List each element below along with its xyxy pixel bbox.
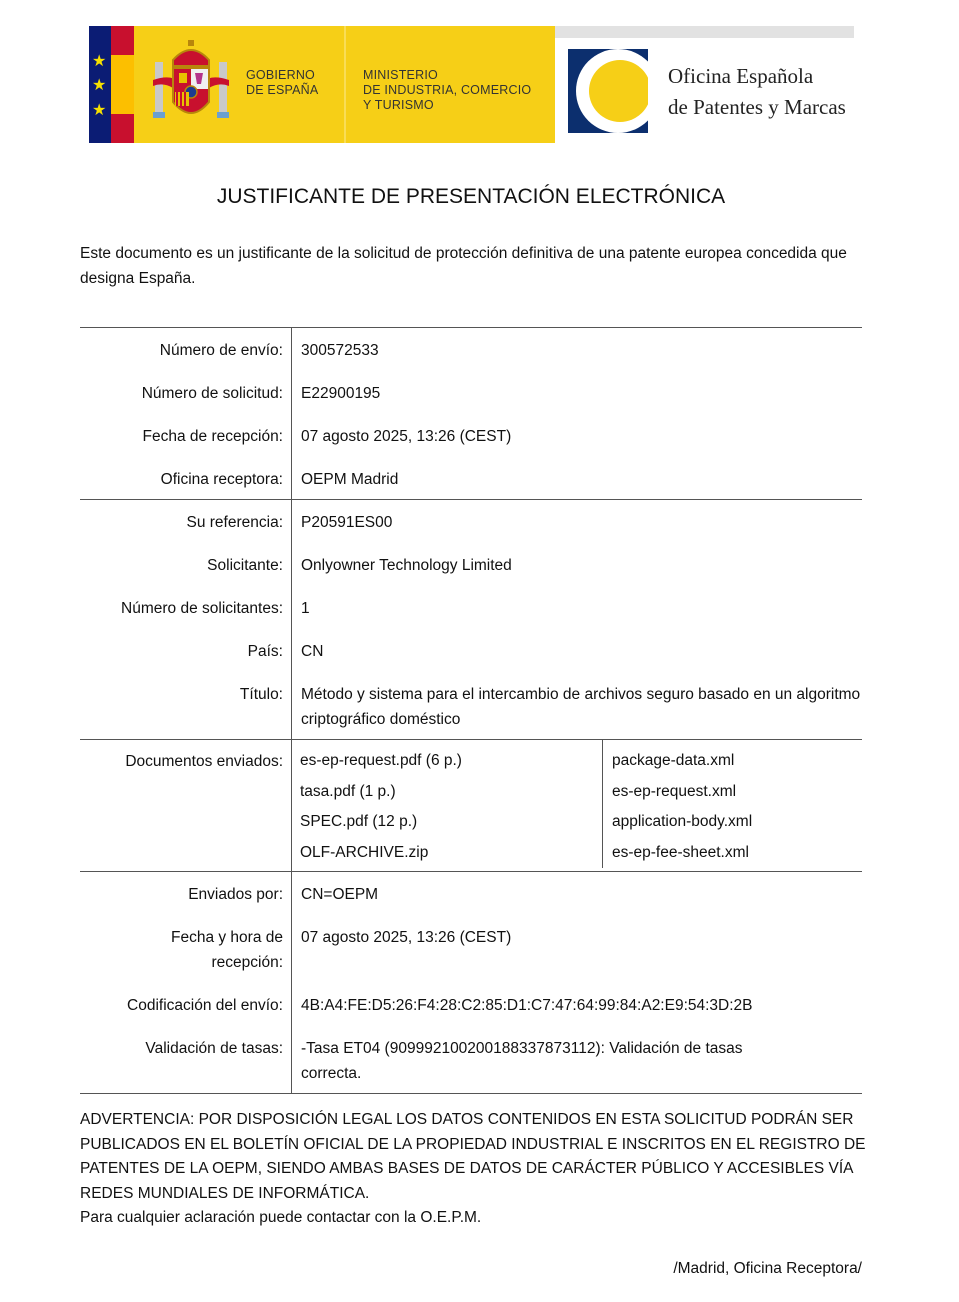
oepm-name-line-1: Oficina Española bbox=[668, 64, 814, 88]
documents-row bbox=[80, 740, 862, 868]
ministry-line-1: MINISTERIO bbox=[363, 68, 438, 82]
detail-row bbox=[80, 510, 862, 535]
field-value: Onlyowner Technology Limited bbox=[301, 557, 512, 574]
oepm-name bbox=[668, 61, 846, 123]
field-value: CN bbox=[301, 643, 324, 660]
column-divider bbox=[291, 872, 292, 1093]
field-value: Método y sistema para el intercambio de archivos seguro basado en un algoritmo criptográfico doméstico bbox=[301, 686, 861, 728]
field-value: 300572533 bbox=[301, 342, 379, 359]
oepm-top-bar bbox=[555, 26, 854, 38]
detail-row bbox=[80, 882, 862, 907]
detail-row bbox=[80, 381, 862, 406]
field-value: 07 agosto 2025, 13:26 (CEST) bbox=[301, 428, 512, 445]
section-applicant bbox=[80, 499, 862, 739]
field-value: E22900195 bbox=[301, 385, 381, 402]
oepm-name-line-2: de Patentes y Marcas bbox=[668, 95, 846, 119]
spain-flag-yellow bbox=[111, 55, 134, 114]
field-label: Número de solicitantes: bbox=[121, 600, 283, 617]
detail-row bbox=[80, 596, 862, 621]
field-label: Solicitante: bbox=[207, 557, 283, 574]
field-label: Validación de tasas: bbox=[145, 1040, 283, 1057]
field-value: 4B:A4:FE:D5:26:F4:28:C2:85:D1:C7:47:64:99:84:A2:E9:54:3D:2B bbox=[301, 997, 753, 1014]
contact-text: Para cualquier aclaración puede contactar con la O.E.P.M. bbox=[80, 1209, 482, 1226]
document-item: SPEC.pdf (12 p.) bbox=[300, 813, 418, 830]
detail-row bbox=[80, 1036, 862, 1086]
field-label: Su referencia: bbox=[186, 514, 283, 531]
document-header bbox=[89, 26, 854, 143]
coat-of-arms-icon bbox=[151, 40, 231, 126]
documents-column-2 bbox=[603, 740, 862, 868]
detail-row bbox=[80, 467, 862, 492]
star-icon: ★ bbox=[92, 77, 107, 94]
document-item: package-data.xml bbox=[612, 752, 735, 769]
gov-line-1: GOBIERNO bbox=[246, 68, 315, 82]
intro-text: Este documento es un justificante de la solicitud de protección definitiva de una patente europea concedida que designa España. bbox=[80, 245, 847, 287]
gobierno-espana-label bbox=[246, 68, 318, 98]
page-title: JUSTIFICANTE DE PRESENTACIÓN ELECTRÓNICA bbox=[216, 185, 726, 208]
section-submission bbox=[80, 327, 862, 499]
document-item: es-ep-request.xml bbox=[612, 782, 737, 800]
field-value: 1 bbox=[301, 600, 310, 617]
oepm-banner bbox=[555, 26, 854, 143]
legal-warning bbox=[80, 1108, 870, 1231]
field-value: 07 agosto 2025, 13:26 (CEST) bbox=[301, 929, 512, 946]
submission-details-table bbox=[80, 327, 862, 1094]
star-icon: ★ bbox=[92, 102, 107, 119]
detail-row bbox=[80, 925, 862, 975]
field-value: CN=OEPM bbox=[301, 886, 379, 903]
field-label: Enviados por: bbox=[188, 886, 283, 903]
eu-flag-strip bbox=[89, 26, 111, 143]
warning-text: ADVERTENCIA: POR DISPOSICIÓN LEGAL LOS DATOS CONTENIDOS EN ESTA SOLICITUD PODRÁN SER PUBLICADOS EN EL BOLETÍN OFICIAL DE LA PROPIEDAD INDUSTRIAL E INSCRITOS EN EL REGISTRO DE PATENTES DE LA OEPM, SIENDO AMBAS BASES DE DATOS DE CARÁCTER PÚBLICO Y ACCESIBLES VÍA REDES MUNDIALES DE INFORMÁTICA. bbox=[80, 1111, 866, 1202]
ministry-label bbox=[363, 68, 531, 113]
field-label: Oficina receptora: bbox=[160, 471, 283, 488]
detail-row bbox=[80, 993, 862, 1018]
detail-row bbox=[80, 639, 862, 664]
government-banner bbox=[89, 26, 555, 143]
column-divider bbox=[291, 328, 292, 499]
field-label: Número de solicitud: bbox=[141, 385, 283, 402]
section-transmission bbox=[80, 871, 862, 1093]
star-icon: ★ bbox=[92, 53, 107, 70]
ministry-line-3: Y TURISMO bbox=[363, 98, 434, 112]
document-item: application-body.xml bbox=[612, 813, 753, 830]
document-item: OLF-ARCHIVE.zip bbox=[300, 843, 429, 861]
gov-line-2: DE ESPAÑA bbox=[246, 83, 319, 97]
detail-row bbox=[80, 682, 862, 732]
document-item: es-ep-request.pdf (6 p.) bbox=[300, 752, 462, 769]
field-label: País: bbox=[247, 643, 283, 660]
issuing-office: /Madrid, Oficina Receptora/ bbox=[673, 1260, 862, 1277]
document-item: es-ep-fee-sheet.xml bbox=[612, 843, 749, 861]
field-label: Documentos enviados: bbox=[125, 753, 283, 770]
field-label: Número de envío: bbox=[159, 342, 283, 359]
field-label: Fecha y hora de recepción: bbox=[170, 929, 283, 971]
table-bottom-rule bbox=[80, 1093, 862, 1094]
ministry-line-2: DE INDUSTRIA, COMERCIO bbox=[363, 83, 532, 97]
field-label: Fecha de recepción: bbox=[142, 428, 283, 445]
field-value: -Tasa ET04 (909992100200188337873112): Validación de tasas correcta. bbox=[301, 1040, 743, 1082]
section-documents bbox=[80, 739, 862, 871]
detail-row bbox=[80, 338, 862, 363]
oepm-logo-icon bbox=[568, 49, 648, 133]
column-divider bbox=[291, 500, 292, 739]
field-label: Título: bbox=[239, 686, 283, 703]
field-value: OEPM Madrid bbox=[301, 471, 399, 488]
column-divider bbox=[291, 740, 292, 871]
detail-row bbox=[80, 553, 862, 578]
banner-divider bbox=[344, 26, 346, 143]
detail-row bbox=[80, 424, 862, 449]
document-item: tasa.pdf (1 p.) bbox=[300, 782, 396, 800]
field-value: P20591ES00 bbox=[301, 514, 393, 531]
documents-column-1 bbox=[291, 740, 603, 868]
field-label: Codificación del envío: bbox=[127, 997, 283, 1014]
